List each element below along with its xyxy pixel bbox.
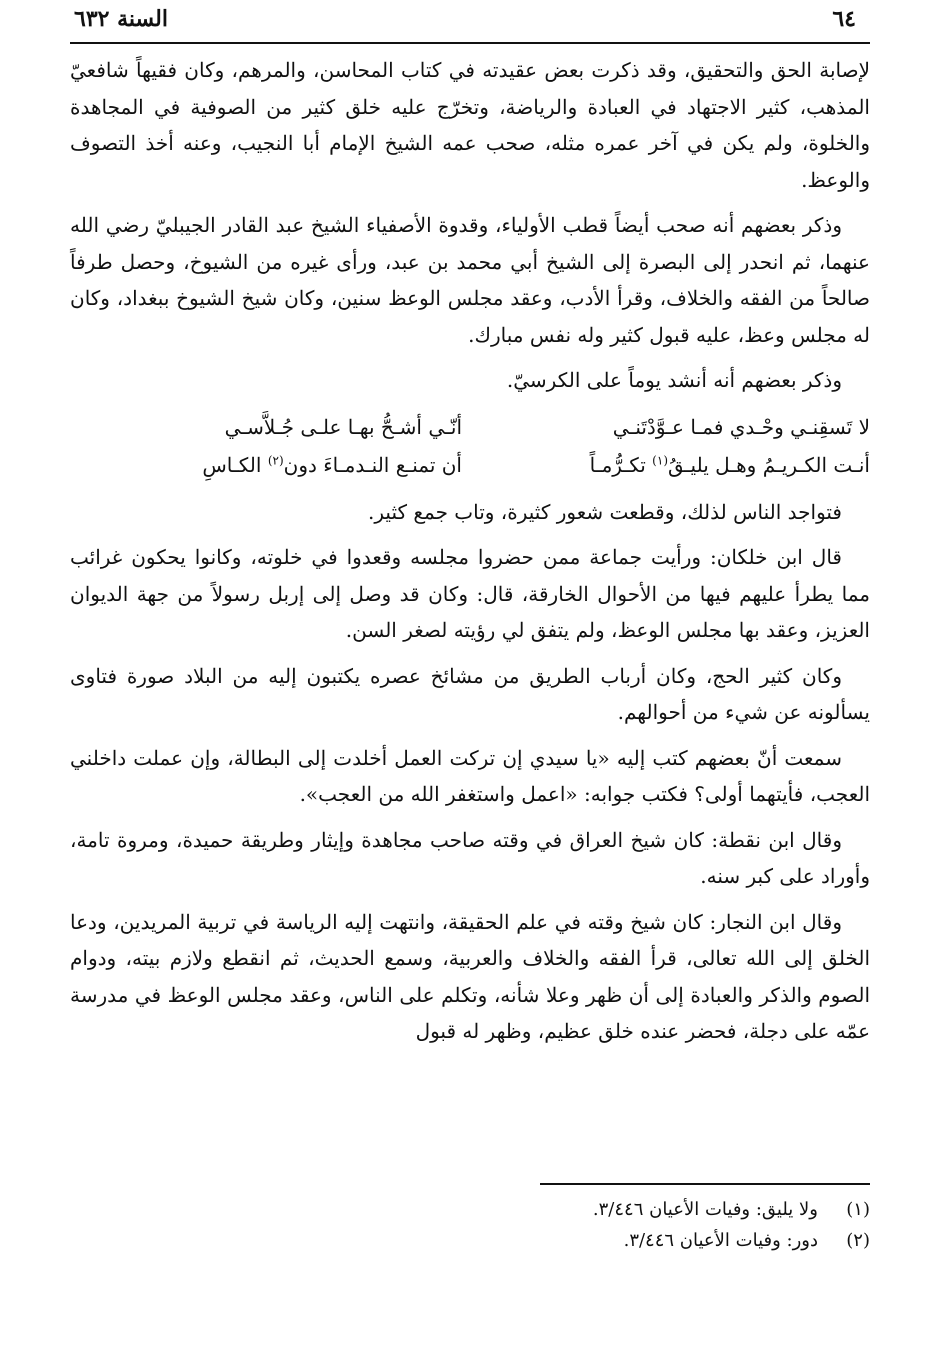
- verse-first-hemistich: [478, 446, 870, 484]
- footnote-marker[interactable]: (٢): [267, 452, 284, 467]
- paragraph: لإصابة الحق والتحقيق، وقد ذكرت بعض عقيدته في كتاب المحاسن، والمرهم، وكان فقيهاً شافعيّ المذهب، كثير الاجتهاد في العبادة والرياضة، وتخرّج عليه خلق كثير من الصوفية في المجاهدة والخلوة، ولم يكن في آخر عمره مثله، صحب عمه الشيخ الإمام أبا النجيب، وعنه أخذ التصوف والوعظ.: [70, 58, 870, 192]
- paragraph: وذكر بعضهم أنه صحب أيضاً قطب الأولياء، وقدوة الأصفياء الشيخ عبد القادر الجيبليّ رضي الله عنهما، ثم انحدر إلى البصرة إلى الشيخ أبي محمد بن عبد، ورأى غيره من الشيوخ، وحصل طرفاً صالحاً من الفقه والخلاف، وقرأ الأدب، وعقد مجلس الوعظ سنين، وكان شيخ الشيوخ ببغداد، وكان له مجلس وعظ، عليه قبول كثير وله نفس مبارك.: [70, 213, 870, 347]
- page-header: [70, 4, 870, 40]
- page-number: ٦٤: [832, 6, 856, 32]
- verse-text: أنـت الكـريـمُ وهـل يليـقُ: [668, 452, 870, 477]
- footnote: [70, 1194, 870, 1225]
- main-text: [70, 52, 870, 1059]
- verse-first-hemistich: لا تَسقِنـي وحْـدي فمـا عـوَّدْتَنـي: [612, 414, 870, 439]
- paragraph: فتواجد الناس لذلك، وقطعت شعور كثيرة، وتاب جمع كثير.: [368, 499, 842, 524]
- paragraph: وكان كثير الحج، وكان أرباب الطريق من مشائخ عصره يكتبون إليه من البلاد صورة فتاوى يسألونه عن شيء من أحوالهم.: [70, 663, 870, 724]
- paragraph: قال ابن خلكان: ورأيت جماعة ممن حضروا مجلسه وقعدوا في خلوته، وكانوا يحكون غرائب مما يطرأ عليهم فيها من الأحوال الخارقة، قال: وكان قد وصل إلى إربل رسولاً من جهة الديوان العزيز، وعقد بها مجلس الوعظ، ولم يتفق لي رؤيته لصغر السن.: [70, 545, 870, 642]
- footnote-marker[interactable]: (١): [652, 452, 668, 467]
- verse-text: تكـرُّمـاً: [589, 452, 653, 477]
- verse-text: الكـاسِ: [202, 452, 268, 477]
- paragraph: وقال ابن النجار: كان شيخ وقته في علم الحقيقة، وانتهت إليه الرياسة في تربية المريدين، ودعا الخلق إلى الله تعالى، قرأ الفقه والخلاف والعربية، وسمع الحديث، ثم انقطع ولازم بيته، ودوام الصوم والذكر والعبادة إلى أن ظهر وعلا شأنه، وتكلم على الناس، وعقد مجلس الوعظ في مدرسة عمّه على دجلة، فحضر عنده خلق عظيم، وظهر له قبول: [70, 909, 870, 1043]
- header-rule: [70, 42, 870, 44]
- poem-verse: [70, 408, 870, 446]
- footnote-text: دور: وفيات الأعيان ٣/٤٤٦.: [623, 1230, 818, 1251]
- verse-second-hemistich: [70, 446, 470, 484]
- footnote-number: (٢): [846, 1230, 870, 1251]
- paragraph: سمعت أنّ بعضهم كتب إليه «يا سيدي إن تركت العمل أخلدت إلى البطالة، وإن عملت داخلني العجب، فأيتهما أولى؟ فكتب جوابه: «اعمل واستغفر الله من العجب».: [70, 745, 870, 806]
- footnote-number: (١): [846, 1199, 870, 1220]
- running-head-year: السنة ٦٣٢: [74, 6, 168, 32]
- footnote-text: ولا يليق: وفيات الأعيان ٣/٤٤٦.: [592, 1199, 818, 1220]
- paragraph: وقال ابن نقطة: كان شيخ العراق في وقته صاحب مجاهدة وإيثار وطريقة حميدة، ومروة تامة، وأوراد على كبر سنه.: [70, 827, 870, 888]
- poem-verse: [70, 446, 870, 484]
- verse-text: أن تمنـع النـدمـاءَ دون: [283, 452, 462, 477]
- footnotes: [70, 1194, 870, 1256]
- poem: [70, 408, 870, 484]
- paragraph: وذكر بعضهم أنه أنشد يوماً على الكرسيّ.: [506, 368, 842, 392]
- footnote-separator: [540, 1183, 870, 1185]
- verse-second-hemistich: أنّـي أشـحُّ بهـا علـى جُـلاَّسـي: [224, 414, 462, 439]
- footnote: [70, 1225, 870, 1256]
